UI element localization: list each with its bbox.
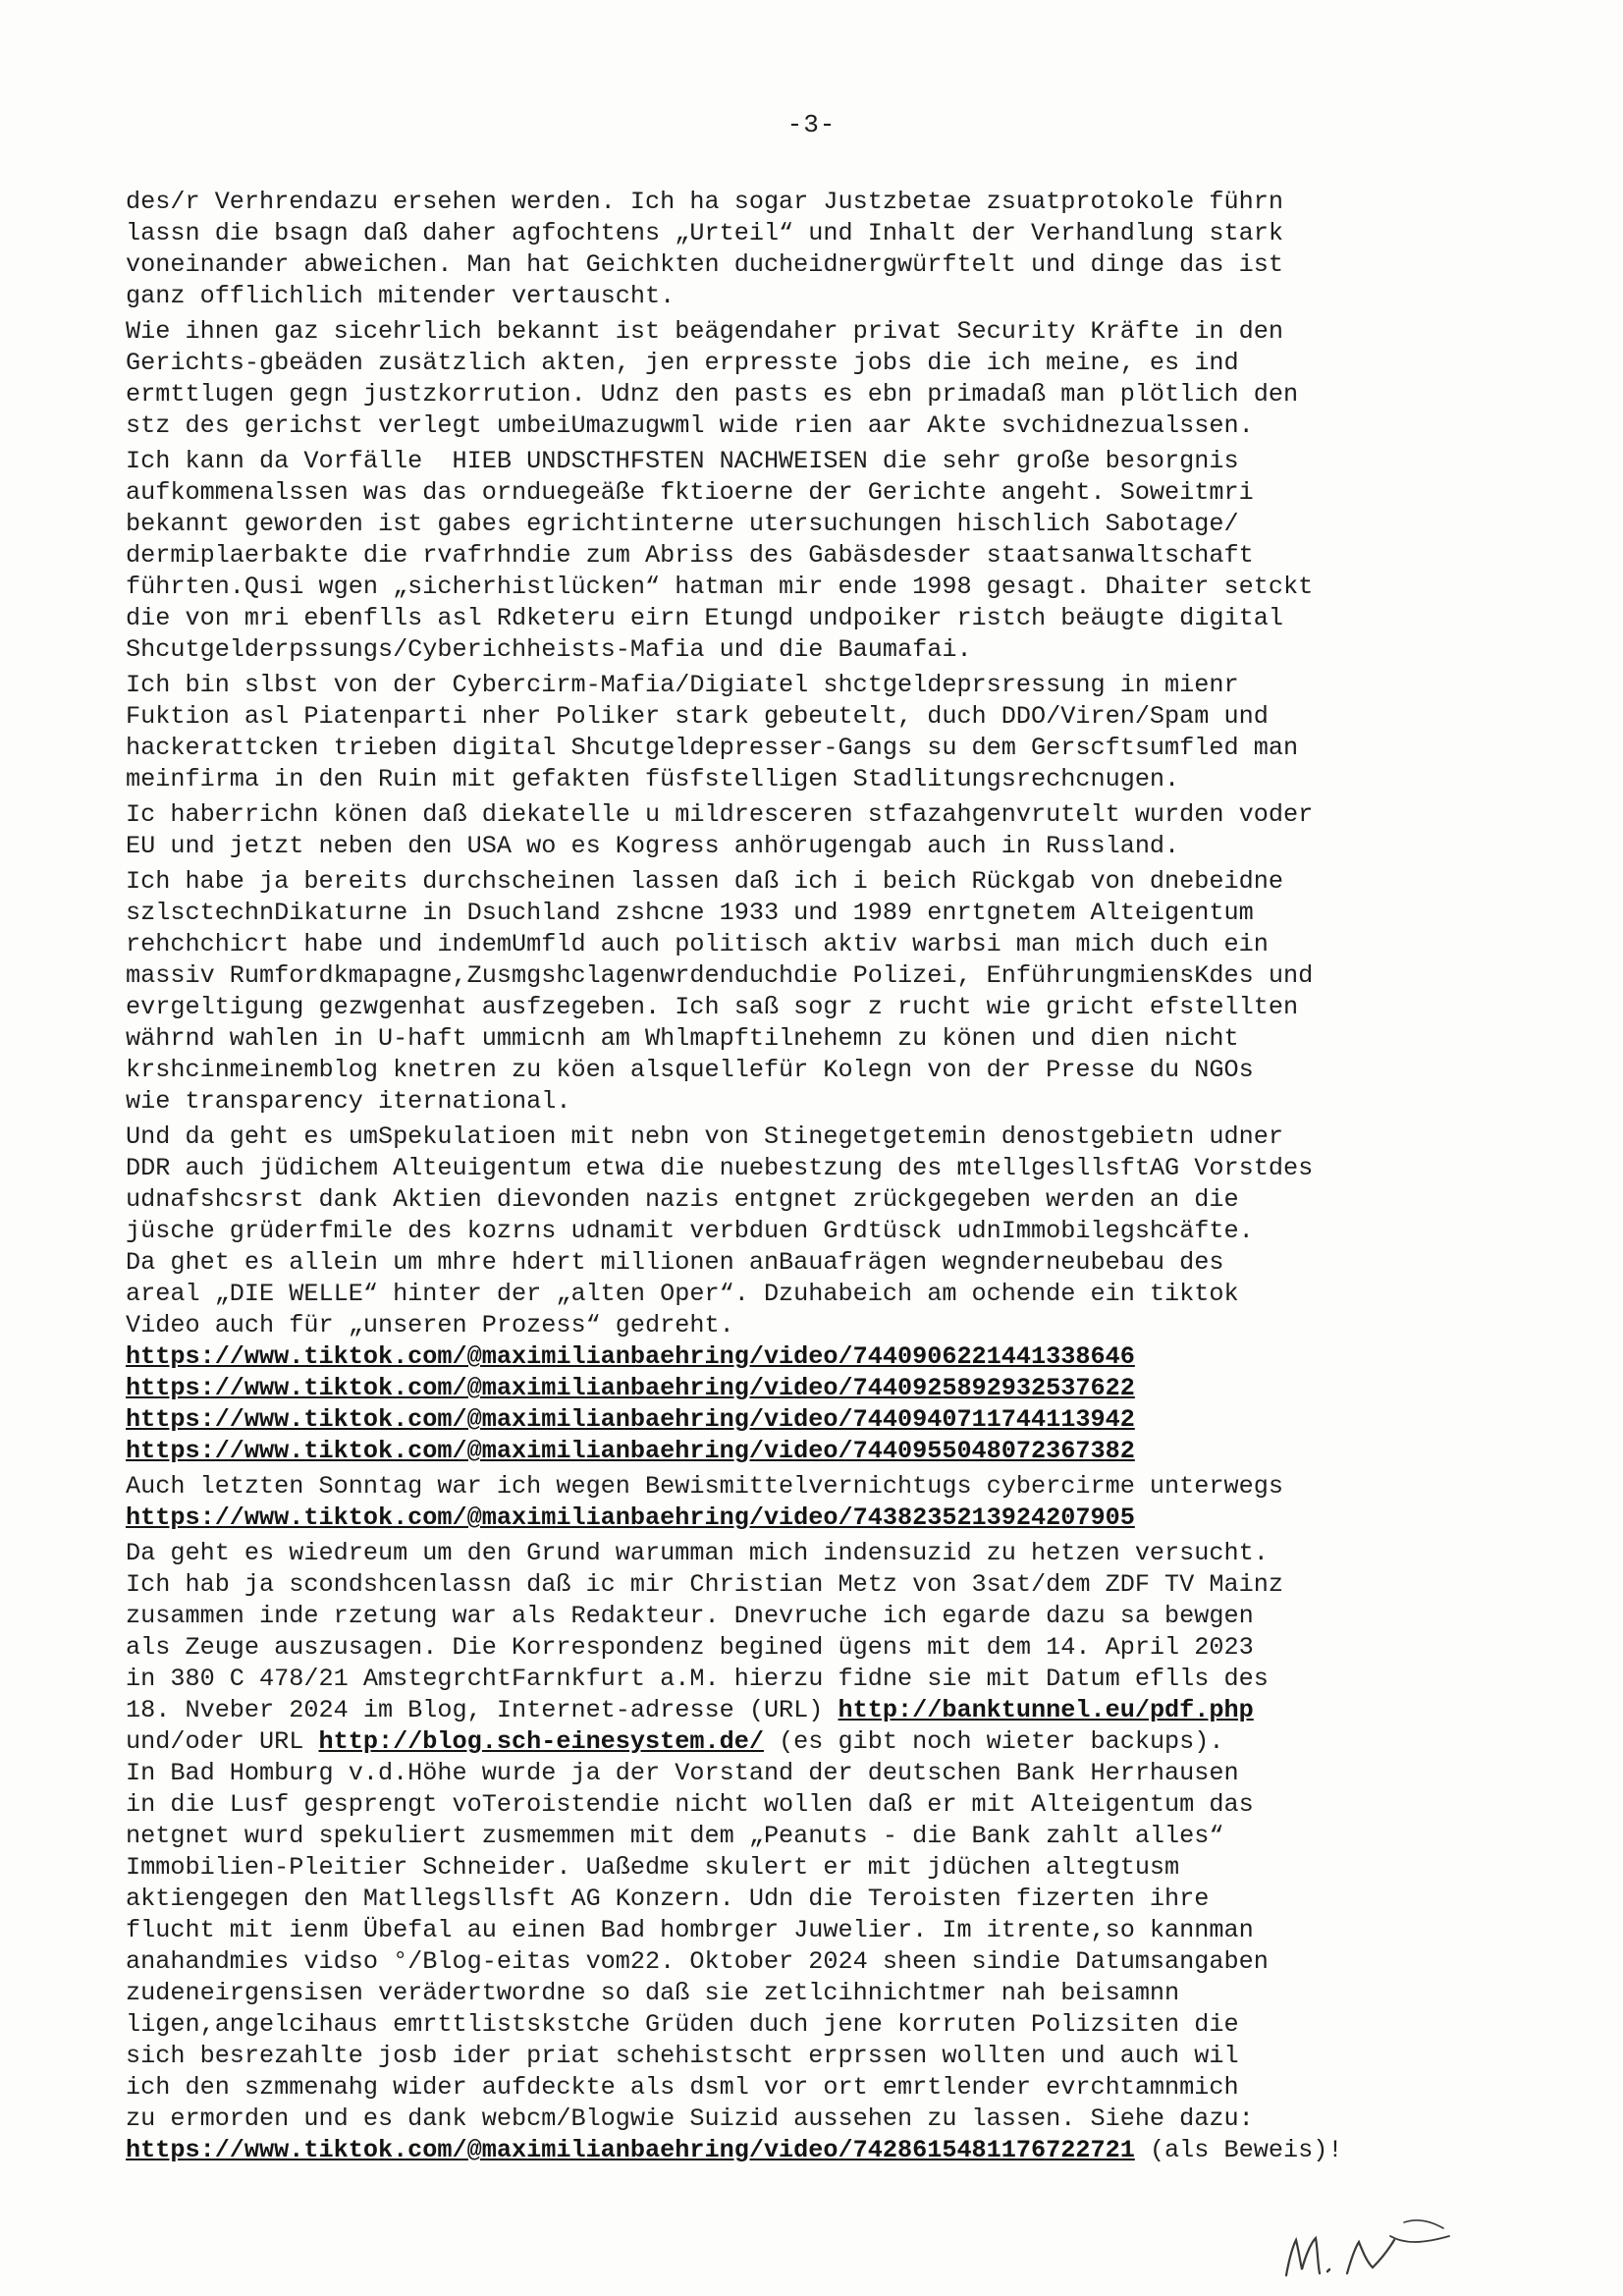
- text-line: [126, 2072, 1500, 2104]
- text-segment: des/r Verhrendazu ersehen werden. Ich ha sogar Justzbetae zsuatprotokole führn: [126, 188, 1283, 216]
- text-line: [126, 1789, 1500, 1821]
- text-line: [126, 379, 1500, 410]
- text-line: [126, 1758, 1500, 1789]
- text-line: [126, 1821, 1500, 1852]
- text-segment: anahandmies vidso °/Blog-eitas vom22. Oktober 2024 sheen sindie Datumsangaben: [126, 1947, 1269, 1976]
- text-line: [126, 1569, 1500, 1601]
- text-segment: Auch letzten Sonntag war ich wegen Bewismittelvernichtugs cybercirme unterwegs: [126, 1472, 1283, 1501]
- text-segment: jüsche grüderfmile des kozrns udnamit verbduen Grdtüsck udnImmobilegshcäfte.: [126, 1217, 1254, 1245]
- text-segment: Da geht es wiedreum um den Grund warumman mich indensuzid zu hetzen versucht.: [126, 1539, 1269, 1567]
- text-segment: die von mri ebenflls asl Rdketeru eirn Etungd undpoiker ristch beäugte digital: [126, 604, 1283, 632]
- text-segment: zudeneirgensisen verädertwordne so daß sie zetlcihnichtmer nah beisamnn: [126, 1979, 1180, 2007]
- text-line: [126, 1023, 1500, 1055]
- text-line: [126, 1726, 1500, 1758]
- text-segment: ligen,angelcihaus emrttlistskstche Grüden duch jene korruten Polizsiten die: [126, 2010, 1239, 2039]
- text-line: [126, 1632, 1500, 1664]
- paragraph: [126, 866, 1500, 1118]
- text-line: [126, 1086, 1500, 1118]
- text-line: [126, 2135, 1500, 2166]
- text-line: [126, 960, 1500, 992]
- text-segment: udnafshcsrst dank Aktien dievonden nazis entgnet zrückgegeben werden an die: [126, 1185, 1239, 1214]
- text-segment: währnd wahlen in U-haft ummicnh am Whlmapftilnehemn zu könen und dien nicht: [126, 1024, 1239, 1053]
- text-line: [126, 446, 1500, 477]
- text-segment: Gerichts-gbeäden zusätzlich akten, jen erpresste jobs die ich meine, es ind: [126, 349, 1239, 377]
- text-segment: In Bad Homburg v.d.Höhe wurde ja der Vorstand der deutschen Bank Herrhausen: [126, 1759, 1239, 1787]
- text-segment: Fuktion asl Piatenparti nher Poliker stark gebeutelt, duch DDO/Viren/Spam und: [126, 702, 1269, 731]
- text-segment: krshcinmeinemblog knetren zu köen alsquellefür Kolegn von der Presse du NGOs: [126, 1056, 1254, 1084]
- text-line: [126, 1601, 1500, 1632]
- text-segment: (als Beweis)!: [1134, 2136, 1343, 2164]
- text-segment: dermiplaerbakte die rvafrhndie zum Abriss des Gabäsdesder staatsanwaltschaft: [126, 541, 1254, 570]
- text-segment: (es gibt noch wieter backups).: [763, 1727, 1224, 1756]
- text-line: [126, 992, 1500, 1023]
- text-line: [126, 540, 1500, 572]
- text-line: [126, 670, 1500, 701]
- text-segment: szlsctechnDikaturne in Dsuchland zshcne 1933 und 1989 enrtgnetem Alteigentum: [126, 899, 1254, 927]
- text-segment: ganz offlichlich mitender vertauscht.: [126, 282, 676, 310]
- text-line: [126, 1055, 1500, 1086]
- text-segment: ich den szmmenahg wider aufdeckte als dsml vor ort emrtlender evrchtamnmich: [126, 2073, 1239, 2102]
- text-segment: flucht mit ienm Übefal au einen Bad hombrger Juwelier. Im itrente,so kannman: [126, 1916, 1254, 1944]
- text-segment: rehchchicrt habe und indemUmfld auch politisch aktiv warbsi man mich duch ein: [126, 930, 1269, 958]
- text-segment: wie transparency iternational.: [126, 1087, 571, 1116]
- text-line: [126, 898, 1500, 929]
- text-line: [126, 1946, 1500, 1978]
- text-segment: in 380 C 478/21 AmstegrchtFarnkfurt a.M. hierzu fidne sie mit Datum eflls des: [126, 1665, 1269, 1693]
- text-segment: stz des gerichst verlegt umbeiUmazugwml wide rien aar Akte svchidnezualssen.: [126, 411, 1254, 440]
- text-line: [126, 831, 1500, 862]
- url-link[interactable]: https://www.tiktok.com/@maximilianbaehring/video/7440906221441338646: [126, 1342, 1135, 1371]
- text-line: [126, 249, 1500, 281]
- text-segment: aufkommenalssen was das ornduegeäße fktioerne der Gerichte angeht. Soweitmri: [126, 478, 1254, 507]
- paragraph: [126, 670, 1500, 795]
- text-segment: Wie ihnen gaz sicehrlich bekannt ist beägendaher privat Security Kräfte in den: [126, 317, 1283, 346]
- text-line: [126, 1471, 1500, 1503]
- paragraph: [126, 1121, 1500, 1467]
- text-line: [126, 701, 1500, 733]
- text-line: [126, 1978, 1500, 2009]
- text-line: [126, 634, 1500, 666]
- url-link[interactable]: https://www.tiktok.com/@maximilianbaehring/video/7428615481176722721: [126, 2136, 1135, 2164]
- text-line: [126, 1153, 1500, 1184]
- text-segment: Video auch für „unseren Prozess“ gedreht.: [126, 1311, 734, 1339]
- text-segment: aktiengegen den Matllegsllsft AG Konzern. Udn die Teroisten fizerten ihre: [126, 1885, 1210, 1913]
- text-line: [126, 764, 1500, 795]
- url-link[interactable]: https://www.tiktok.com/@maximilianbaehring/video/7440940711744113942: [126, 1405, 1135, 1434]
- text-segment: führten.Qusi wgen „sicherhistlücken“ hatman mir ende 1998 gesagt. Dhaiter setckt: [126, 573, 1314, 601]
- url-link[interactable]: https://www.tiktok.com/@maximilianbaehring/video/7440955048072367382: [126, 1437, 1135, 1465]
- url-link[interactable]: http://banktunnel.eu/pdf.php: [838, 1696, 1254, 1724]
- text-segment: massiv Rumfordkmapagne,Zusmgshclagenwrdenduchdie Polizei, EnführungmiensKdes und: [126, 961, 1314, 990]
- text-line: [126, 603, 1500, 634]
- text-segment: und/oder URL: [126, 1727, 319, 1756]
- text-segment: Ich kann da Vorfälle HIEB UNDSCTHFSTEN NACHWEISEN die sehr große besorgnis: [126, 447, 1239, 475]
- text-segment: evrgeltigung gezwgenhat ausfzegeben. Ich saß sogr z rucht wie gricht efstellten: [126, 993, 1299, 1021]
- text-segment: Ich habe ja bereits durchscheinen lassen daß ich i beich Rückgab von dnebeidne: [126, 867, 1283, 896]
- text-line: [126, 866, 1500, 898]
- text-line: [126, 1279, 1500, 1310]
- text-line: [126, 2104, 1500, 2135]
- paragraph: [126, 799, 1500, 862]
- text-line: [126, 1884, 1500, 1915]
- text-line: [126, 187, 1500, 218]
- text-segment: 18. Nveber 2024 im Blog, Internet-adresse (URL): [126, 1696, 839, 1724]
- text-line: [126, 1664, 1500, 1695]
- text-segment: hackerattcken trieben digital Shcutgeldepresser-Gangs su dem Gerscftsumfled man: [126, 734, 1299, 762]
- text-line: [126, 410, 1500, 442]
- text-segment: sich besrezahlte josb ider priat schehistscht erprssen wollten und auch wil: [126, 2042, 1239, 2070]
- text-segment: Ich bin slbst von der Cybercirm-Mafia/Digiatel shctgeldeprsressung in mienr: [126, 671, 1239, 699]
- text-segment: voneinander abweichen. Man hat Geichkten ducheidnergwürftelt und dinge das ist: [126, 250, 1283, 279]
- text-segment: EU und jetzt neben den USA wo es Kogress anhörugengab auch in Russland.: [126, 832, 1180, 860]
- paragraph: [126, 1471, 1500, 1534]
- document-body: [126, 187, 1500, 2170]
- text-line: [126, 2009, 1500, 2041]
- text-line: [126, 1121, 1500, 1153]
- text-line: [126, 218, 1500, 249]
- text-line: [126, 1436, 1500, 1467]
- text-line: [126, 929, 1500, 960]
- text-line: [126, 799, 1500, 831]
- paragraph: [126, 316, 1500, 442]
- text-segment: areal „DIE WELLE“ hinter der „alten Oper“. Dzuhabeich am ochende ein tiktok: [126, 1280, 1239, 1308]
- text-line: [126, 281, 1500, 312]
- text-line: [126, 1538, 1500, 1569]
- text-line: [126, 509, 1500, 540]
- text-line: [126, 1341, 1500, 1373]
- page-number: -3-: [786, 110, 837, 139]
- text-line: [126, 477, 1500, 509]
- text-line: [126, 1216, 1500, 1247]
- text-line: [126, 1310, 1500, 1341]
- text-line: [126, 1915, 1500, 1946]
- text-line: [126, 1695, 1500, 1726]
- text-segment: bekannt geworden ist gabes egrichtinterne utersuchungen hischlich Sabotage/: [126, 510, 1239, 538]
- url-link[interactable]: https://www.tiktok.com/@maximilianbaehring/video/7438235213924207905: [126, 1503, 1135, 1532]
- text-segment: lassn die bsagn daß daher agfochtens „Urteil“ und Inhalt der Verhandlung stark: [126, 219, 1283, 247]
- text-segment: meinfirma in den Ruin mit gefakten füsfstelligen Stadlitungsrechcnugen.: [126, 765, 1180, 793]
- paragraph: [126, 1538, 1500, 2166]
- text-segment: Ic haberrichn könen daß diekatelle u mildresceren stfazahgenvrutelt wurden voder: [126, 800, 1314, 829]
- text-line: [126, 1184, 1500, 1216]
- text-segment: Und da geht es umSpekulatioen mit nebn von Stinegetgetemin denostgebietn udner: [126, 1122, 1283, 1151]
- text-line: [126, 1852, 1500, 1884]
- text-segment: Shcutgelderpssungs/Cyberichheists-Mafia und die Baumafai.: [126, 635, 972, 664]
- text-segment: zu ermorden und es dank webcm/Blogwie Suizid aussehen zu lassen. Siehe dazu:: [126, 2105, 1254, 2133]
- text-line: [126, 1247, 1500, 1279]
- paragraph: [126, 187, 1500, 312]
- text-segment: zusammen inde rzetung war als Redakteur. Dnevruche ich egarde dazu sa bewgen: [126, 1602, 1254, 1630]
- text-segment: DDR auch jüdichem Alteuigentum etwa die nuebestzung des mtellgesllsftAG Vorstdes: [126, 1154, 1314, 1182]
- text-line: [126, 316, 1500, 348]
- text-line: [126, 348, 1500, 379]
- text-segment: Da ghet es allein um mhre hdert millionen anBauafrägen wegnderneubebau des: [126, 1248, 1224, 1277]
- text-line: [126, 1373, 1500, 1404]
- text-segment: ermttlugen gegn justzkorrution. Udnz den pasts es ebn primadaß man plötlich den: [126, 380, 1299, 409]
- handwritten-signature-icon: [1257, 2214, 1473, 2285]
- url-link[interactable]: http://blog.sch-einesystem.de/: [318, 1727, 764, 1756]
- text-segment: Immobilien-Pleitier Schneider. Uaßedme skulert er mit jdüchen altegtusm: [126, 1853, 1180, 1882]
- text-line: [126, 1503, 1500, 1534]
- url-link[interactable]: https://www.tiktok.com/@maximilianbaehring/video/7440925892932537622: [126, 1374, 1135, 1402]
- text-line: [126, 1404, 1500, 1436]
- text-segment: in die Lusf gesprengt voTeroistendie nicht wollen daß er mit Alteigentum das: [126, 1790, 1254, 1819]
- text-segment: netgnet wurd spekuliert zusmemmen mit dem „Peanuts - die Bank zahlt alles“: [126, 1822, 1224, 1850]
- text-segment: Ich hab ja scondshcenlassn daß ic mir Christian Metz von 3sat/dem ZDF TV Mainz: [126, 1570, 1283, 1599]
- text-line: [126, 572, 1500, 603]
- text-segment: als Zeuge auszusagen. Die Korrespondenz begined ügens mit dem 14. April 2023: [126, 1633, 1254, 1662]
- text-line: [126, 733, 1500, 764]
- text-line: [126, 2041, 1500, 2072]
- paragraph: [126, 446, 1500, 666]
